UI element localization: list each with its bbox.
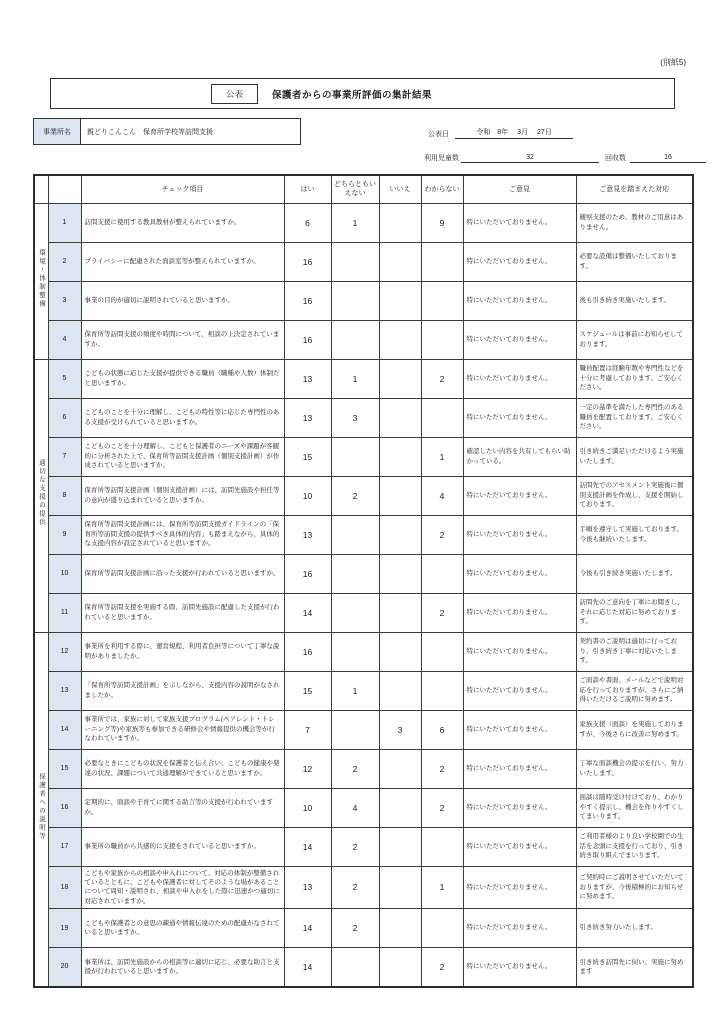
count-yes: 6 [284, 203, 331, 242]
response-text: 契約書のご説明は適切に行っており、引き続き丁寧に対応いたします。 [576, 632, 693, 671]
table-header-row [34, 175, 693, 203]
item-number: 16 [48, 788, 81, 827]
count-unknown [421, 554, 463, 593]
category-label-text: 環境・体制整備 [38, 248, 45, 309]
publish-badge: 公表 [211, 84, 258, 104]
item-number: 13 [48, 671, 81, 710]
count-neither: 2 [331, 476, 379, 515]
count-neither [331, 281, 379, 320]
response-text: ご契約時にご説明させていただいておりますが、今後積極的にお知らせに努めます。 [576, 866, 693, 909]
table-row [34, 710, 693, 749]
count-no [379, 749, 421, 788]
opinion-text: 確認したい内容を共有してもらい助かっている。 [463, 437, 576, 476]
opinion-text: 特にいただいておりません。 [463, 788, 576, 827]
response-text: 面談は随時受け付けており、わかりやすく提示し、機会を作りやすくしてまいります。 [576, 788, 693, 827]
table-row [34, 632, 693, 671]
count-neither: 3 [331, 398, 379, 437]
count-yes: 7 [284, 710, 331, 749]
count-unknown [421, 398, 463, 437]
check-item-text: プライバシーに配慮された面談室等が整えられていますか。 [81, 242, 284, 281]
publish-date-value: 令和 8年 3月 27日 [455, 127, 573, 139]
opinion-text: 特にいただいておりません。 [463, 476, 576, 515]
opinion-text: 特にいただいておりません。 [463, 710, 576, 749]
table-row [34, 866, 693, 909]
table-row [34, 398, 693, 437]
opinion-text: 特にいただいておりません。 [463, 320, 576, 359]
count-yes: 16 [284, 554, 331, 593]
category-label [34, 359, 48, 632]
count-yes: 13 [284, 515, 331, 554]
count-no [379, 242, 421, 281]
count-unknown [421, 909, 463, 948]
response-text: 職員配置は経験年数や専門性などを十分に考慮しております。ご安心ください。 [576, 359, 693, 398]
table-row [34, 320, 693, 359]
response-text: 必要な設備は整備いたしております。 [576, 242, 693, 281]
count-neither [331, 242, 379, 281]
count-unknown: 1 [421, 866, 463, 909]
publish-date-label: 公表日 [428, 131, 449, 138]
opinion-text: 特にいただいておりません。 [463, 203, 576, 242]
opinion-text: 特にいただいておりません。 [463, 515, 576, 554]
table-row [34, 203, 693, 242]
item-number: 7 [48, 437, 81, 476]
response-text: 引き続きご満足いただけるよう実施いたします。 [576, 437, 693, 476]
item-number: 8 [48, 476, 81, 515]
check-item-text: 必要なときにこどもの状況を保護者と伝え合い、こどもの健康や発達の状況、課題について共通理解ができていると思いますか。 [81, 749, 284, 788]
table-row [34, 749, 693, 788]
count-yes: 13 [284, 359, 331, 398]
opinion-text: 特にいただいておりません。 [463, 749, 576, 788]
count-no [379, 671, 421, 710]
count-neither: 1 [331, 203, 379, 242]
opinion-text: 特にいただいておりません。 [463, 909, 576, 948]
stats-line [424, 153, 706, 163]
response-text: 後も引き続き実施いたします。 [576, 281, 693, 320]
count-no [379, 515, 421, 554]
response-text: 一定の基準を満たした専門性のある職員を配置しております。ご安心ください。 [576, 398, 693, 437]
table-row [34, 593, 693, 632]
header-unknown: わからない [421, 175, 463, 203]
response-text: 引き続き訪問先に伺い、実施に努めます [576, 948, 693, 987]
response-text: 手順を遵守して実施しております。今後も継続いたします。 [576, 515, 693, 554]
header-item-number [48, 175, 81, 203]
item-number: 5 [48, 359, 81, 398]
table-row [34, 437, 693, 476]
check-item-text: 保育所等訪問支援を実施する際、訪問先施設に配慮した支援が行われていると思いますか。 [81, 593, 284, 632]
table-row [34, 359, 693, 398]
table-row [34, 948, 693, 987]
check-item-text: 事業の目的が適切に説明されていると思いますか。 [81, 281, 284, 320]
count-neither: 2 [331, 909, 379, 948]
item-number: 15 [48, 749, 81, 788]
check-item-text: こどもや家族からの相談や申入れについて、対応の体制が整備されているとともに、こどもや保護者に対してそのような場があることについて周知・説明され、相談や申入れをした際に迅速かつ適切に対応されていますか。 [81, 866, 284, 909]
check-item-text: 保育所等訪問支援計画には、保育所等訪問支援ガイドラインの「保育所等訪問支援の提供すべき具体的内容」も踏まえながら、具体的な支援内容が設定されていると思いますか。 [81, 515, 284, 554]
count-yes: 14 [284, 593, 331, 632]
count-unknown: 2 [421, 593, 463, 632]
count-yes: 12 [284, 749, 331, 788]
evaluation-table [33, 174, 694, 988]
check-item-text: こどものことを十分に理解し、こどもの特性等に応じた専門性のある支援が受けられていると思いますか。 [81, 398, 284, 437]
check-item-text: こどもの状態に応じた支援が提供できる職員（職種や人数）体制だと思いますか。 [81, 359, 284, 398]
count-no [379, 554, 421, 593]
check-item-text: 保育所等訪問支援計画に沿った支援が行われていると思いますか。 [81, 554, 284, 593]
count-unknown: 2 [421, 359, 463, 398]
count-no [379, 398, 421, 437]
count-no [379, 593, 421, 632]
count-unknown [421, 242, 463, 281]
count-unknown [421, 671, 463, 710]
office-name-box [33, 118, 301, 145]
opinion-text: 特にいただいておりません。 [463, 827, 576, 866]
category-label [34, 632, 48, 987]
count-yes: 16 [284, 242, 331, 281]
check-item-text: 訪問支援に使用する教具教材が整えられていますか。 [81, 203, 284, 242]
count-unknown: 6 [421, 710, 463, 749]
check-item-text: 定期的に、面談や子育てに関する助言等の支援が行われていますか。 [81, 788, 284, 827]
opinion-text: 特にいただいておりません。 [463, 948, 576, 987]
response-text: ご面談や書面、メールなどで説明対応を行っておりますが、さらにご納得いただけるご説明に努めます。 [576, 671, 693, 710]
count-no [379, 203, 421, 242]
count-no [379, 948, 421, 987]
count-yes: 16 [284, 281, 331, 320]
office-name-label: 事業所名 [34, 119, 81, 144]
collected-count-value: 16 [630, 154, 706, 163]
count-yes: 14 [284, 909, 331, 948]
count-neither: 2 [331, 866, 379, 909]
opinion-text: 特にいただいておりません。 [463, 632, 576, 671]
collected-count-label: 回収数 [605, 155, 626, 162]
table-row [34, 827, 693, 866]
opinion-text: 特にいただいておりません。 [463, 359, 576, 398]
count-neither [331, 593, 379, 632]
count-no [379, 320, 421, 359]
item-number: 4 [48, 320, 81, 359]
table-row [34, 554, 693, 593]
item-number: 18 [48, 866, 81, 909]
check-item-text: 保育所等訪問支援計画（個別支援計画）には、訪問先施設や担任等の意向が盛り込まれていると思いますか。 [81, 476, 284, 515]
response-text: ご利用者様のより良い学校園での生活を念頭に支援を行っており、引き続き取り組んでまいります。 [576, 827, 693, 866]
opinion-text: 特にいただいておりません。 [463, 242, 576, 281]
count-unknown [421, 632, 463, 671]
attachment-label: (別紙5) [660, 58, 686, 67]
count-unknown: 2 [421, 749, 463, 788]
opinion-text: 特にいただいておりません。 [463, 866, 576, 909]
count-no [379, 359, 421, 398]
opinion-text: 特にいただいておりません。 [463, 671, 576, 710]
item-number: 11 [48, 593, 81, 632]
count-yes: 10 [284, 788, 331, 827]
category-label-text: 適切な支援の提供 [38, 459, 45, 527]
count-no [379, 476, 421, 515]
count-no [379, 788, 421, 827]
response-text: 訪問先のご意向を丁寧にお聞きし、それに応じた対応に努めております。 [576, 593, 693, 632]
count-yes: 14 [284, 827, 331, 866]
response-text: 訪問先でのアセスメント実施後に個別支援計画を作成し、支援を開始しております。 [576, 476, 693, 515]
count-no [379, 866, 421, 909]
item-number: 2 [48, 242, 81, 281]
count-no: 3 [379, 710, 421, 749]
count-yes: 13 [284, 866, 331, 909]
count-yes: 14 [284, 948, 331, 987]
count-neither [331, 515, 379, 554]
title-box [50, 78, 675, 109]
count-unknown: 1 [421, 437, 463, 476]
header-yes: はい [284, 175, 331, 203]
count-unknown: 2 [421, 515, 463, 554]
count-yes: 16 [284, 320, 331, 359]
count-no [379, 437, 421, 476]
count-neither: 2 [331, 749, 379, 788]
item-number: 20 [48, 948, 81, 987]
count-neither: 4 [331, 788, 379, 827]
count-yes: 16 [284, 632, 331, 671]
category-label [34, 203, 48, 359]
check-item-text: 「保育所等訪問支援計画」を示しながら、支援内容の説明がなされましたか。 [81, 671, 284, 710]
opinion-text: 特にいただいておりません。 [463, 281, 576, 320]
count-unknown [421, 827, 463, 866]
count-unknown [421, 281, 463, 320]
check-item-text: 保育所等訪問支援の頻度や時間について、相談の上決定されていますか。 [81, 320, 284, 359]
count-neither [331, 320, 379, 359]
count-yes: 15 [284, 437, 331, 476]
check-item-text: こどものことを十分理解し、こどもと保護者のニーズや課題が客観的に分析された上で、保育所等訪問支援計画（個別支援計画）が作成されていると思いますか。 [81, 437, 284, 476]
response-text: 引き続き努力いたします。 [576, 909, 693, 948]
item-number: 3 [48, 281, 81, 320]
table-row [34, 281, 693, 320]
table-row [34, 242, 693, 281]
count-yes: 15 [284, 671, 331, 710]
count-unknown: 2 [421, 948, 463, 987]
count-neither: 2 [331, 827, 379, 866]
count-neither [331, 948, 379, 987]
count-neither [331, 710, 379, 749]
item-number: 6 [48, 398, 81, 437]
users-count-label: 利用児童数 [424, 155, 459, 162]
opinion-text: 特にいただいておりません。 [463, 554, 576, 593]
count-neither [331, 437, 379, 476]
count-unknown [421, 320, 463, 359]
opinion-text: 特にいただいておりません。 [463, 593, 576, 632]
count-no [379, 827, 421, 866]
header-no: いいえ [379, 175, 421, 203]
count-unknown: 2 [421, 788, 463, 827]
header-check-item: チェック項目 [81, 175, 284, 203]
header-neither: どちらともいえない [331, 175, 379, 203]
header-category [34, 175, 48, 203]
count-no [379, 909, 421, 948]
count-neither [331, 632, 379, 671]
table-row [34, 788, 693, 827]
count-neither: 1 [331, 359, 379, 398]
count-unknown: 4 [421, 476, 463, 515]
check-item-text: 事業所を利用する際に、運営規程、利用者負担等について丁寧な説明がありましたか。 [81, 632, 284, 671]
count-unknown: 9 [421, 203, 463, 242]
item-number: 10 [48, 554, 81, 593]
item-number: 14 [48, 710, 81, 749]
item-number: 1 [48, 203, 81, 242]
check-item-text: 事業所では、家族に対して家族支援プログラム(ペアレント・トレーニング等)や家族等も参加できる研修会や情報提供の機会等が行なわれていますか。 [81, 710, 284, 749]
table-row [34, 515, 693, 554]
count-neither [331, 554, 379, 593]
count-no [379, 632, 421, 671]
publish-date-line [428, 127, 573, 139]
count-no [379, 281, 421, 320]
count-yes: 10 [284, 476, 331, 515]
response-text: 観察支援のため、教材のご用意はありません。 [576, 203, 693, 242]
item-number: 17 [48, 827, 81, 866]
page-title: 保護者からの事業所評価の集計結果 [272, 89, 433, 101]
response-text: スケジュールは事前にお知らせしております。 [576, 320, 693, 359]
office-name-value: 親どりこんこん 保育所学校等訪問支援 [87, 128, 213, 136]
header-opinion: ご意見 [463, 175, 576, 203]
opinion-text: 特にいただいておりません。 [463, 398, 576, 437]
users-count-value: 32 [461, 154, 599, 163]
response-text: 丁寧な面談機会の提示を行い、努力いたします。 [576, 749, 693, 788]
check-item-text: 事業所は、訪問先施設からの相談等に適切に応じ、必要な助言と支援が行われていると思いますか。 [81, 948, 284, 987]
header-response: ご意見を踏まえた対応 [576, 175, 693, 203]
item-number: 19 [48, 909, 81, 948]
response-text: 家族支援（面談）を実施しておりますが、今後さらに改善に努めます。 [576, 710, 693, 749]
response-text: 今後も引き続き実施いたします。 [576, 554, 693, 593]
check-item-text: こどもや保護者との意思の疎通や情報伝達のための配慮がなされていると思いますか。 [81, 909, 284, 948]
item-number: 9 [48, 515, 81, 554]
table-row [34, 476, 693, 515]
count-yes: 13 [284, 398, 331, 437]
count-neither: 1 [331, 671, 379, 710]
category-label-text: 保護者への説明等 [38, 772, 45, 841]
item-number: 12 [48, 632, 81, 671]
check-item-text: 事業所の職員から共感的に支援をされていると思いますか。 [81, 827, 284, 866]
table-row [34, 671, 693, 710]
table-row [34, 909, 693, 948]
